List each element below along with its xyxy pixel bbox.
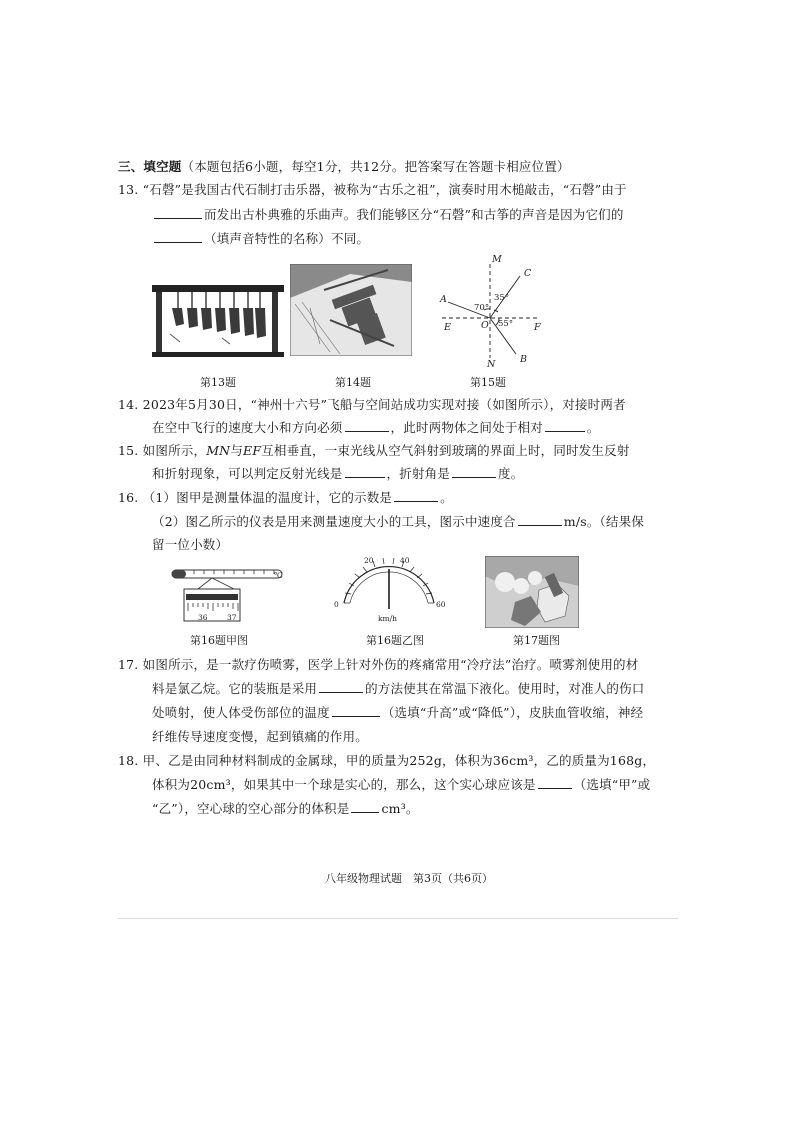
q14-line2 bbox=[152, 419, 600, 437]
label-M: M bbox=[492, 254, 502, 265]
thermo-tick-37: 37 bbox=[227, 613, 237, 622]
q13-text1: “石磬”是我国古代石制打击乐器，被称为“古乐之祖”，演奏时用木槌敲击，“石磬”由于 bbox=[142, 182, 627, 197]
q15-line1 bbox=[118, 442, 630, 460]
page-bottom-edge bbox=[118, 918, 678, 919]
thermo-unit: ℃ bbox=[274, 571, 283, 580]
label-B: B bbox=[520, 354, 527, 365]
q15-number: 15. bbox=[118, 443, 139, 458]
q15-text2c: 度。 bbox=[498, 466, 524, 481]
q15-text2a: 和折射现象，可以判定反射光线是 bbox=[152, 466, 343, 481]
q13-line3 bbox=[152, 230, 369, 248]
q16-number: 16. bbox=[118, 490, 139, 505]
caption-q16b: 第16题乙图 bbox=[366, 634, 424, 647]
label-A: A bbox=[440, 294, 447, 305]
q13-blank1[interactable] bbox=[154, 206, 202, 219]
q14-text2b: ，此时两物体之间处于相对 bbox=[390, 420, 543, 435]
q17-line2 bbox=[152, 680, 645, 698]
q18-number: 18. bbox=[118, 753, 139, 768]
spray-photo-figure bbox=[485, 556, 579, 628]
label-C: C bbox=[524, 268, 532, 279]
q18-line3 bbox=[152, 800, 419, 818]
q15-blank2[interactable] bbox=[452, 465, 496, 478]
q16-line2 bbox=[152, 513, 644, 531]
q17-text1: 如图所示，是一款疗伤喷雾，医学上针对外伤的疼痛常用“冷疗法”治疗。喷雾剂使用的材 bbox=[142, 657, 639, 672]
q15-text2b: ，折射角是 bbox=[386, 466, 451, 481]
q14-blank2[interactable] bbox=[545, 419, 585, 432]
angle-35-label: 35° bbox=[494, 293, 510, 303]
q16-blank2[interactable] bbox=[518, 513, 562, 526]
q18-blank1[interactable] bbox=[538, 776, 572, 789]
q15-MN: MN bbox=[206, 443, 231, 458]
q17-line4: 纤维传导速度变慢，起到镇痛的作用。 bbox=[152, 729, 368, 744]
label-O: O bbox=[481, 320, 489, 331]
q14-text2c: 。 bbox=[586, 420, 600, 435]
q14-line1 bbox=[118, 396, 626, 414]
stone-chime-figure bbox=[152, 280, 284, 358]
speedo-tick-20: 20 bbox=[364, 556, 374, 565]
q13-line1 bbox=[118, 181, 627, 199]
q13-line2 bbox=[152, 206, 624, 224]
speedo-unit: km/h bbox=[378, 614, 398, 623]
q14-number: 14. bbox=[118, 397, 139, 412]
thermometer-figure bbox=[170, 565, 290, 627]
speedo-tick-60: 60 bbox=[436, 600, 446, 609]
speedo-tick-40: 40 bbox=[400, 556, 410, 565]
section-title: 三、填空题 bbox=[118, 159, 182, 174]
q14-text1: 2023年5月30日，“神州十六号”飞船与空间站成功实现对接（如图所示），对接时两者 bbox=[142, 397, 626, 412]
q16-line1 bbox=[118, 489, 453, 507]
q16-text2b: m/s。（结果保 bbox=[563, 514, 645, 529]
q15-text1c: 与 bbox=[230, 443, 244, 458]
page-footer: 八年级物理试题 第3页（共6页） bbox=[325, 872, 493, 885]
q13-blank2[interactable] bbox=[154, 230, 202, 243]
q15-EF: EF bbox=[243, 443, 262, 458]
thermo-tick-36: 36 bbox=[198, 613, 208, 622]
q17-text3b: （选填“升高”或“降低”），皮肤血管收缩，神经 bbox=[381, 705, 644, 720]
q17-line3 bbox=[152, 704, 643, 722]
section-note: （本题包括6小题，每空1分，共12分。把答案写在答题卡相应位置） bbox=[181, 159, 570, 174]
caption-q13: 第13题 bbox=[200, 376, 236, 389]
spacecraft-docking-figure bbox=[290, 264, 412, 356]
q17-blank1[interactable] bbox=[319, 680, 363, 693]
q18-text2a: 体积为20cm³，如果其中一个球是实心的，那么，这个实心球应该是 bbox=[152, 777, 536, 792]
section-header bbox=[118, 158, 570, 176]
q18-line2 bbox=[152, 776, 650, 794]
q18-text1: 甲、乙是由同种材料制成的金属球，甲的质量为252g，体积为36cm³，乙的质量为168g， bbox=[142, 753, 656, 768]
caption-q17: 第17题图 bbox=[513, 634, 560, 647]
q14-text2a: 在空中飞行的速度大小和方向必须 bbox=[152, 420, 343, 435]
q17-line1 bbox=[118, 656, 638, 674]
q17-text2b: 的方法使其在常温下液化。使用时，对准人的伤口 bbox=[365, 681, 645, 696]
q17-text3a: 处喷射，使人体受伤部位的温度 bbox=[152, 705, 330, 720]
q17-number: 17. bbox=[118, 657, 139, 672]
q15-text1e: 互相垂直，一束光线从空气斜射到玻璃的界面上时，同时发生反射 bbox=[261, 443, 630, 458]
q15-text1a: 如图所示， bbox=[142, 443, 207, 458]
speedometer-figure bbox=[330, 555, 448, 627]
q15-blank1[interactable] bbox=[345, 465, 385, 478]
q16-text1a: （1）图甲是测量体温的温度计，它的示数是 bbox=[142, 490, 393, 505]
q16-text2a: （2）图乙所示的仪表是用来测量速度大小的工具，图示中速度合 bbox=[152, 514, 516, 529]
label-N: N bbox=[487, 359, 496, 368]
q15-line2 bbox=[152, 465, 523, 483]
q17-text2a: 料是氯乙烷。它的装瓶是采用 bbox=[152, 681, 318, 696]
caption-q16a: 第16题甲图 bbox=[190, 634, 248, 647]
q13-text3: （填声音特性的名称）不同。 bbox=[204, 231, 370, 246]
angle-55-label: 55° bbox=[498, 319, 514, 329]
q18-text3a: “乙”），空心球的空心部分的体积是 bbox=[152, 801, 350, 816]
q13-text2: 而发出古朴典雅的乐曲声。我们能够区分“石磬”和古筝的声音是因为它们的 bbox=[204, 207, 624, 222]
q16-line3: 留一位小数） bbox=[152, 537, 229, 552]
q16-text1b: 。 bbox=[440, 490, 453, 505]
label-F: F bbox=[534, 322, 541, 333]
q13-number: 13. bbox=[118, 182, 139, 197]
q18-text2b: （选填“甲”或 bbox=[573, 777, 651, 792]
q18-text3b: cm³。 bbox=[381, 801, 419, 816]
q17-blank2[interactable] bbox=[332, 704, 380, 717]
light-ray-diagram bbox=[432, 250, 552, 368]
q18-blank2[interactable] bbox=[351, 800, 379, 813]
caption-q14: 第14题 bbox=[335, 376, 371, 389]
q14-blank1[interactable] bbox=[345, 419, 389, 432]
caption-q15: 第15题 bbox=[470, 376, 506, 389]
q16-blank1[interactable] bbox=[394, 489, 438, 502]
angle-70-label: 70° bbox=[474, 303, 490, 313]
speedo-tick-0: 0 bbox=[334, 600, 339, 609]
label-E: E bbox=[444, 322, 451, 333]
q18-line1 bbox=[118, 752, 655, 770]
